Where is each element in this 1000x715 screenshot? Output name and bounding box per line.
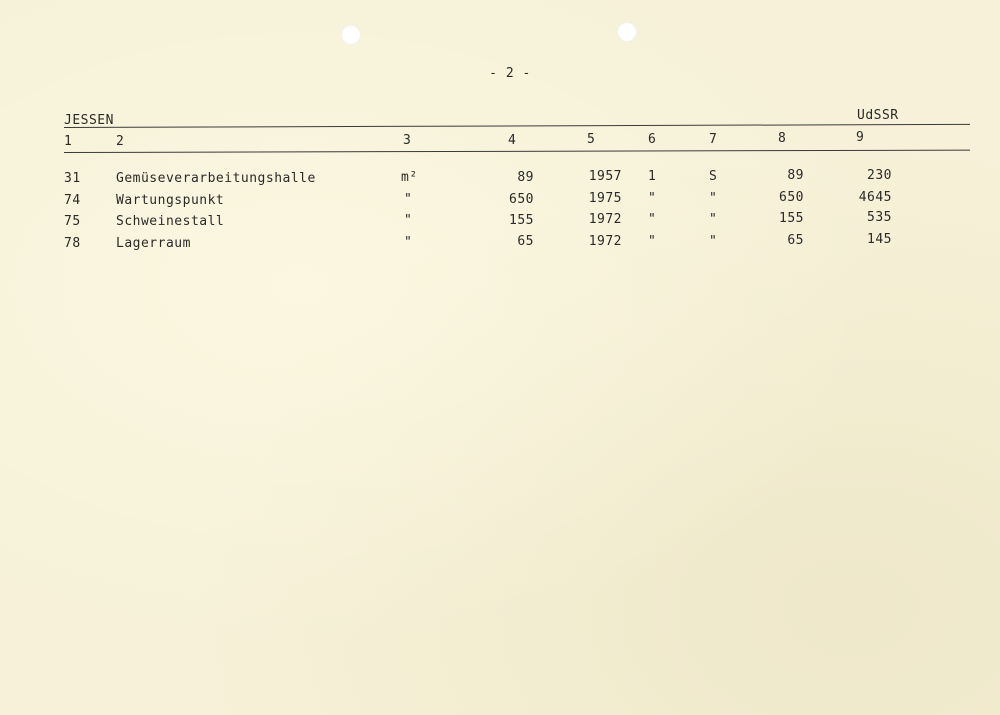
building-name: Gemüseverarbeitungshalle bbox=[116, 171, 316, 186]
column-header-4: 4 bbox=[508, 133, 517, 148]
page-number: - 2 - bbox=[489, 66, 531, 81]
column-header-5: 5 bbox=[587, 132, 596, 147]
col8: 65 bbox=[787, 233, 804, 248]
building-name: Schweinestall bbox=[116, 214, 225, 229]
area: 89 bbox=[517, 170, 534, 185]
col9: 230 bbox=[867, 168, 892, 183]
column-header-7: 7 bbox=[709, 132, 718, 147]
col8: 155 bbox=[779, 211, 804, 226]
punch-hole-right bbox=[617, 22, 637, 42]
header-country: UdSSR bbox=[857, 108, 899, 123]
column-header-6: 6 bbox=[648, 132, 657, 147]
header-location: JESSEN bbox=[64, 113, 114, 128]
year: 1972 bbox=[588, 212, 622, 227]
column-header-1: 1 bbox=[64, 134, 73, 149]
col6: " bbox=[648, 234, 657, 249]
col6: 1 bbox=[648, 169, 657, 184]
area: 155 bbox=[509, 213, 534, 228]
header-rule-top bbox=[64, 124, 970, 128]
unit: " bbox=[404, 192, 413, 207]
column-header-9: 9 bbox=[856, 130, 865, 145]
col7: " bbox=[709, 191, 718, 206]
row-number: 74 bbox=[64, 193, 81, 208]
building-name: Lagerraum bbox=[116, 236, 191, 251]
unit: m² bbox=[401, 170, 418, 185]
unit: " bbox=[404, 235, 413, 250]
header-rule-bottom bbox=[64, 150, 970, 153]
col7: S bbox=[709, 169, 718, 184]
row-number: 75 bbox=[64, 214, 81, 229]
punch-hole-left bbox=[341, 25, 361, 45]
area: 65 bbox=[517, 234, 534, 249]
column-header-3: 3 bbox=[403, 133, 412, 148]
col6: " bbox=[648, 212, 657, 227]
building-name: Wartungspunkt bbox=[116, 193, 225, 208]
col8: 89 bbox=[787, 168, 804, 183]
col6: " bbox=[648, 191, 657, 206]
area: 650 bbox=[509, 192, 534, 207]
col9: 535 bbox=[867, 210, 892, 225]
column-header-8: 8 bbox=[778, 131, 787, 146]
col7: " bbox=[709, 234, 718, 249]
year: 1975 bbox=[588, 191, 622, 206]
year: 1957 bbox=[588, 169, 622, 184]
col9: 145 bbox=[867, 232, 892, 247]
row-number: 31 bbox=[64, 171, 81, 186]
column-header-2: 2 bbox=[116, 134, 125, 149]
col8: 650 bbox=[779, 190, 804, 205]
year: 1972 bbox=[588, 234, 622, 249]
col9: 4645 bbox=[858, 190, 892, 205]
col7: " bbox=[709, 212, 718, 227]
unit: " bbox=[404, 213, 413, 228]
row-number: 78 bbox=[64, 236, 81, 251]
